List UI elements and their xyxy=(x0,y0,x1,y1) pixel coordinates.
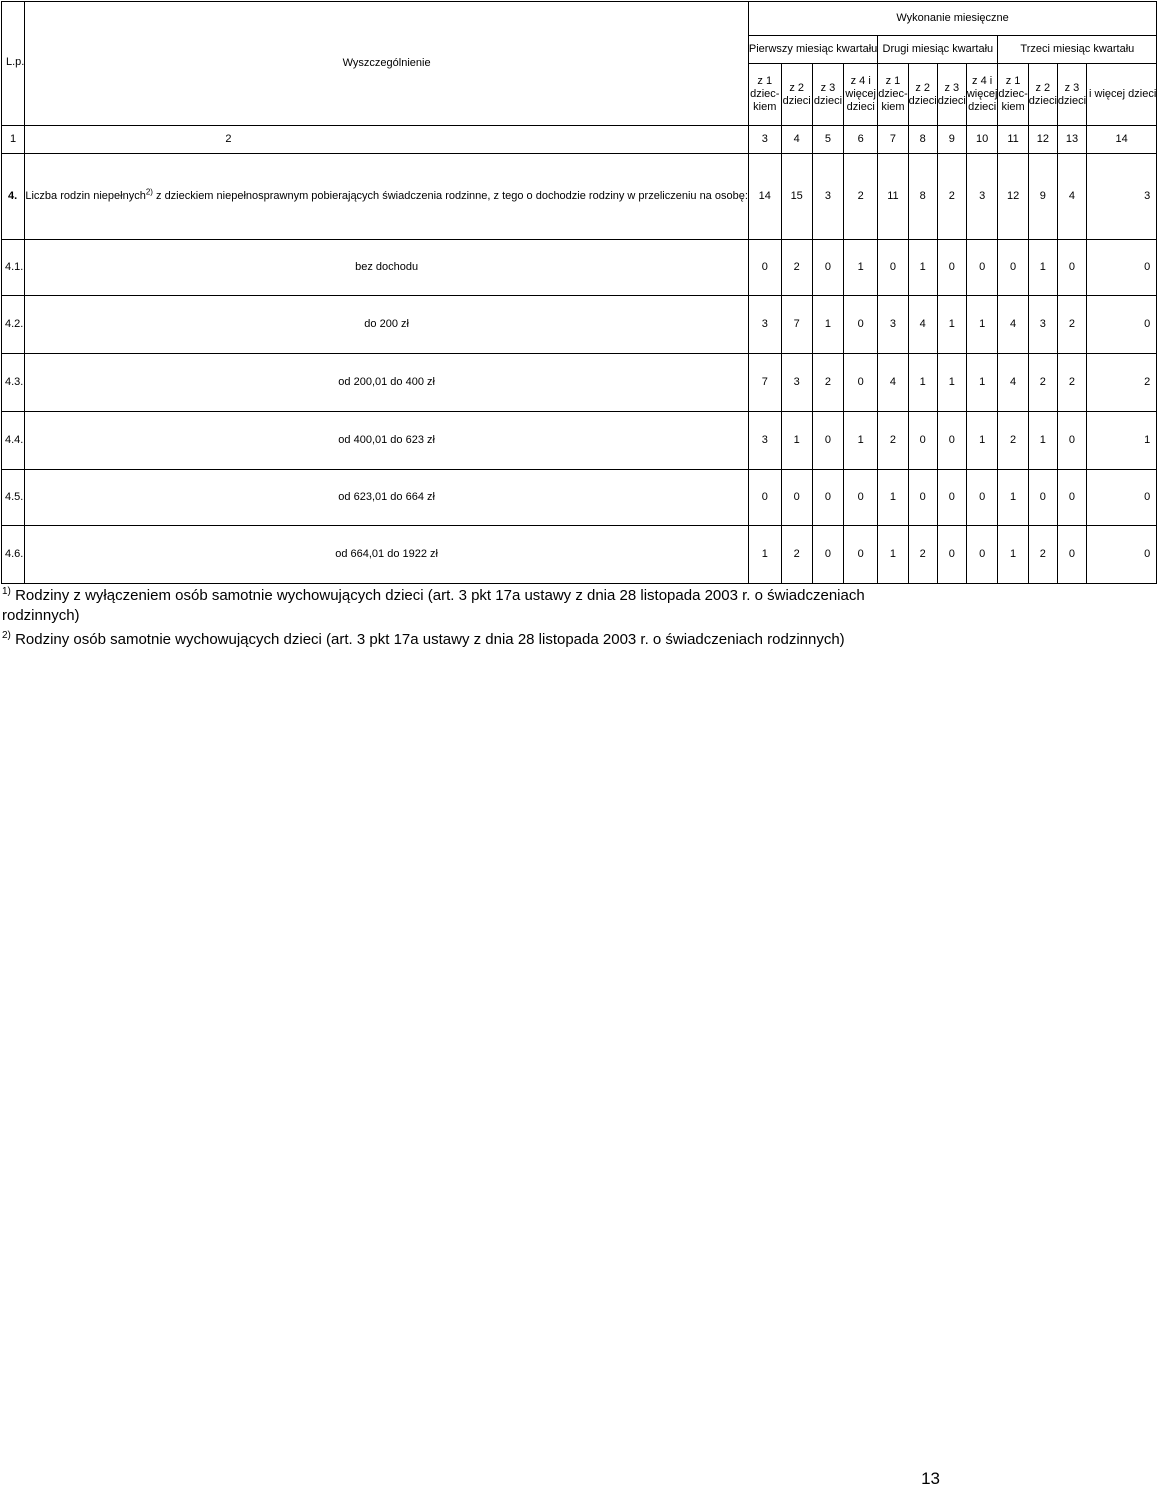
row-value: 1 xyxy=(998,526,1028,584)
row-value: 1 xyxy=(908,354,937,412)
row-value: 0 xyxy=(1057,412,1086,470)
row-value: 0 xyxy=(812,470,843,526)
row-lp: 4.1. xyxy=(2,240,25,296)
row-value: 0 xyxy=(937,526,966,584)
column-number-7: 7 xyxy=(878,126,908,154)
footnote-2 xyxy=(2,630,942,650)
row-value: 0 xyxy=(937,412,966,470)
row-value: 4 xyxy=(998,296,1028,354)
header-sub-12: i więcej dzieci xyxy=(1087,64,1157,126)
row-value: 2 xyxy=(1057,296,1086,354)
row-lp: 4.2. xyxy=(2,296,25,354)
column-number-5: 5 xyxy=(812,126,843,154)
row-value: 7 xyxy=(781,296,812,354)
row-value: 8 xyxy=(908,154,937,240)
column-number-12: 12 xyxy=(1028,126,1057,154)
statistics-table xyxy=(1,1,1157,584)
header-lp: L.p. xyxy=(2,2,25,126)
row-description: od 623,01 do 664 zł xyxy=(25,470,749,526)
row-value: 1 xyxy=(878,470,908,526)
column-number-4: 4 xyxy=(781,126,812,154)
header-month-1: Pierwszy miesiąc kwartału xyxy=(748,36,877,64)
row-value: 3 xyxy=(878,296,908,354)
footnote-1 xyxy=(2,586,942,626)
row-lp: 4.4. xyxy=(2,412,25,470)
column-number-2: 2 xyxy=(25,126,749,154)
row-description: bez dochodu xyxy=(25,240,749,296)
row-description: od 200,01 do 400 zł xyxy=(25,354,749,412)
row-value: 2 xyxy=(1087,354,1157,412)
row-value: 2 xyxy=(781,240,812,296)
column-number-9: 9 xyxy=(937,126,966,154)
row-value: 1 xyxy=(998,470,1028,526)
row-value: 1 xyxy=(878,526,908,584)
row-description-part-b: z dzieckiem niepełnosprawnym pobierających świadczenia rodzinne, z tego o dochodzie rodziny w przeliczeniu na osobę: xyxy=(152,190,748,202)
header-month-2: Drugi miesiąc kwartału xyxy=(878,36,998,64)
row-value: 2 xyxy=(908,526,937,584)
row-value: 0 xyxy=(966,526,998,584)
row-value: 0 xyxy=(908,412,937,470)
row-value: 2 xyxy=(937,154,966,240)
header-sub-4: z 4 i więcej dzieci xyxy=(844,64,878,126)
column-number-1: 1 xyxy=(2,126,25,154)
row-value: 15 xyxy=(781,154,812,240)
table-row xyxy=(2,526,1157,584)
row-value: 0 xyxy=(812,240,843,296)
column-number-8: 8 xyxy=(908,126,937,154)
row-value: 3 xyxy=(748,412,781,470)
table-row xyxy=(2,354,1157,412)
row-value: 2 xyxy=(844,154,878,240)
row-value: 1 xyxy=(812,296,843,354)
row-value: 0 xyxy=(937,470,966,526)
row-value: 1 xyxy=(844,240,878,296)
row-value: 0 xyxy=(748,240,781,296)
row-value: 3 xyxy=(966,154,998,240)
row-value: 2 xyxy=(878,412,908,470)
table-row xyxy=(2,296,1157,354)
header-sub-10: z 2 dzieci xyxy=(1028,64,1057,126)
column-number-11: 11 xyxy=(998,126,1028,154)
page-number: 13 xyxy=(921,1469,940,1488)
table-row xyxy=(2,240,1157,296)
row-value: 2 xyxy=(998,412,1028,470)
row-description: od 400,01 do 623 zł xyxy=(25,412,749,470)
row-value: 0 xyxy=(966,240,998,296)
header-wyszczegolnienie: Wyszczególnienie xyxy=(25,2,749,126)
table-row xyxy=(2,412,1157,470)
header-sub-7: z 3 dzieci xyxy=(937,64,966,126)
row-value: 0 xyxy=(1057,470,1086,526)
row-value: 11 xyxy=(878,154,908,240)
row-value: 0 xyxy=(1028,470,1057,526)
row-value: 1 xyxy=(966,354,998,412)
footnote-2-text: Rodziny osób samotnie wychowujących dzieci (art. 3 pkt 17a ustawy z dnia 28 listopada 2003 r. o świadczeniach rodzinnych) xyxy=(10,631,845,648)
column-number-10: 10 xyxy=(966,126,998,154)
row-value: 2 xyxy=(812,354,843,412)
row-value: 3 xyxy=(781,354,812,412)
row-value: 1 xyxy=(966,412,998,470)
header-sub-6: z 2 dzieci xyxy=(908,64,937,126)
header-sub-5: z 1 dziec-kiem xyxy=(878,64,908,126)
column-number-6: 6 xyxy=(844,126,878,154)
row-value: 1 xyxy=(781,412,812,470)
header-wykonanie: Wykonanie miesięczne xyxy=(748,2,1156,36)
row-value: 3 xyxy=(812,154,843,240)
table-row xyxy=(2,154,1157,240)
row-value: 1 xyxy=(1028,412,1057,470)
row-description xyxy=(25,154,749,240)
column-number-14: 14 xyxy=(1087,126,1157,154)
row-value: 1 xyxy=(937,354,966,412)
row-value: 0 xyxy=(878,240,908,296)
row-value: 12 xyxy=(998,154,1028,240)
row-value: 2 xyxy=(1028,526,1057,584)
row-value: 9 xyxy=(1028,154,1057,240)
row-lp: 4.5. xyxy=(2,470,25,526)
row-value: 2 xyxy=(1028,354,1057,412)
header-sub-8: z 4 i więcej dzieci xyxy=(966,64,998,126)
row-value: 0 xyxy=(1057,526,1086,584)
row-value: 0 xyxy=(1057,240,1086,296)
header-sub-1: z 1 dziec-kiem xyxy=(748,64,781,126)
row-value: 0 xyxy=(748,470,781,526)
row-value: 4 xyxy=(878,354,908,412)
row-value: 0 xyxy=(812,412,843,470)
row-value: 0 xyxy=(812,526,843,584)
footnote-2-mark: 2) xyxy=(2,630,11,641)
row-value: 3 xyxy=(1087,154,1157,240)
row-description: do 200 zł xyxy=(25,296,749,354)
row-value: 3 xyxy=(1028,296,1057,354)
row-value: 4 xyxy=(998,354,1028,412)
row-value: 0 xyxy=(844,354,878,412)
row-description-footnote-mark: 2) xyxy=(145,187,153,197)
footnote-1-text: Rodziny z wyłączeniem osób samotnie wychowujących dzieci (art. 3 pkt 17a ustawy z dnia 28 listopada 2003 r. o świadczeniach rodzinnych) xyxy=(2,587,865,624)
row-lp: 4.6. xyxy=(2,526,25,584)
row-value: 0 xyxy=(937,240,966,296)
header-sub-3: z 3 dzieci xyxy=(812,64,843,126)
row-value: 1 xyxy=(1087,412,1157,470)
row-value: 2 xyxy=(1057,354,1086,412)
header-sub-2: z 2 dzieci xyxy=(781,64,812,126)
row-value: 0 xyxy=(1087,526,1157,584)
row-value: 4 xyxy=(1057,154,1086,240)
column-number-3: 3 xyxy=(748,126,781,154)
column-number-13: 13 xyxy=(1057,126,1086,154)
row-value: 7 xyxy=(748,354,781,412)
row-value: 1 xyxy=(1028,240,1057,296)
footnote-1-mark: 1) xyxy=(2,586,11,597)
row-value: 1 xyxy=(908,240,937,296)
row-lp: 4.3. xyxy=(2,354,25,412)
row-value: 0 xyxy=(908,470,937,526)
row-value: 0 xyxy=(1087,470,1157,526)
row-description-part-a: Liczba rodzin niepełnych xyxy=(25,190,146,202)
row-value: 0 xyxy=(966,470,998,526)
row-value: 1 xyxy=(748,526,781,584)
row-value: 0 xyxy=(844,296,878,354)
row-value: 1 xyxy=(937,296,966,354)
row-value: 0 xyxy=(998,240,1028,296)
row-value: 2 xyxy=(781,526,812,584)
row-value: 0 xyxy=(781,470,812,526)
table-row xyxy=(2,470,1157,526)
header-sub-11: z 3 dzieci xyxy=(1057,64,1086,126)
row-lp: 4. xyxy=(2,154,25,240)
row-value: 0 xyxy=(1087,240,1157,296)
header-month-3: Trzeci miesiąc kwartału xyxy=(998,36,1157,64)
header-sub-9: z 1 dziec-kiem xyxy=(998,64,1028,126)
row-value: 14 xyxy=(748,154,781,240)
row-description: od 664,01 do 1922 zł xyxy=(25,526,749,584)
row-value: 1 xyxy=(966,296,998,354)
row-value: 0 xyxy=(844,526,878,584)
row-value: 1 xyxy=(844,412,878,470)
row-value: 0 xyxy=(844,470,878,526)
row-value: 3 xyxy=(748,296,781,354)
row-value: 4 xyxy=(908,296,937,354)
row-value: 0 xyxy=(1087,296,1157,354)
